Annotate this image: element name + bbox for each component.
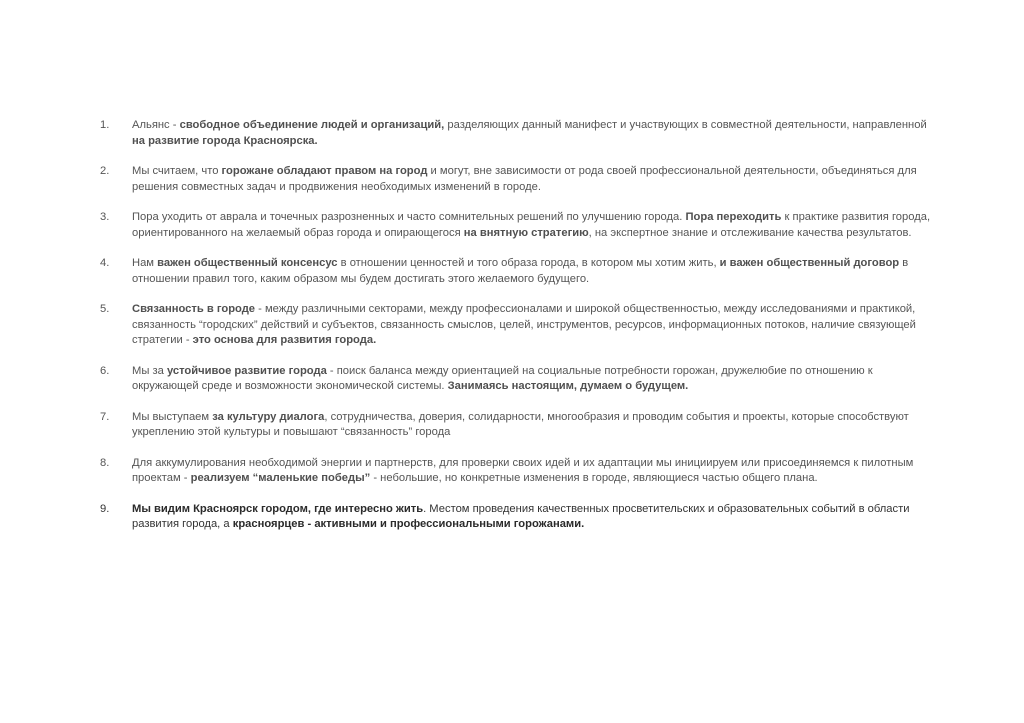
text-run: - поиск баланса между ориентацией на социальные потребности горожан, дружелюбие по отношению к окружающей среде и возможности экономической системы.	[132, 364, 873, 392]
text-run: , на экспертное знание и отслеживание качества результатов.	[588, 226, 912, 239]
item-text	[132, 164, 940, 195]
text-run: Пора уходить от аврала и точечных разрозненных и часто сомнительных решений по улучшению города.	[132, 211, 686, 223]
bold-text: на развитие города Красноярска.	[132, 134, 318, 147]
bold-text: красноярцев - активными и профессиональными горожанами.	[232, 518, 585, 530]
text-run: к практике развития города, ориентированного на желаемый образ города и опирающегося	[132, 211, 931, 239]
item-text	[132, 364, 940, 395]
bold-text: и важен общественный договор	[719, 257, 900, 269]
text-run: - между различными секторами, между профессионалами и широкой общественностью, между исследованиями и практикой, связанность “городских” действий и субъектов, связанность смыслов, целей, инструментов, ресурсов, информационных потоков, наличие связующей стратегии -	[132, 303, 916, 346]
list-item	[100, 364, 940, 395]
item-text	[132, 302, 940, 349]
bold-text: за культуру диалога	[212, 410, 325, 423]
list-item	[100, 302, 940, 349]
text-run: в отношении правил того, каким образом мы будем достигать этого желаемого будущего.	[132, 257, 909, 285]
text-run: Мы за	[132, 364, 167, 377]
text-run: . Местом проведения качественных просветительских и образовательных событий в области развития города, а	[132, 502, 910, 530]
bold-text: реализуем “маленькие победы”	[190, 472, 371, 484]
item-number: 8.	[100, 456, 110, 469]
list-item	[100, 164, 940, 195]
bold-text: важен общественный консенсус	[157, 257, 338, 269]
bold-text: устойчивое развитие города	[166, 364, 327, 377]
bold-text: свободное объединение людей и организаций,	[179, 119, 445, 131]
item-number: 5.	[100, 303, 110, 315]
bold-text: горожане обладают правом на город	[221, 165, 428, 177]
list-item	[100, 256, 940, 287]
item-number: 1.	[100, 119, 110, 131]
text-run: и могут, вне зависимости от рода своей профессиональной деятельности, объединяться для решения совместных задач и продвижения необходимых изменений в городе.	[132, 165, 917, 193]
text-run: в отношении ценностей и того образа города, в котором мы хотим жить,	[337, 257, 720, 269]
item-number: 3.	[100, 211, 110, 223]
item-number: 9.	[100, 502, 110, 515]
text-run: Для аккумулирования необходимой энергии и партнерств, для проверки своих идей и их адаптации мы инициируем или присоединяемся к пилотным проектам -	[132, 456, 914, 484]
item-number: 7.	[100, 410, 110, 423]
item-number: 4.	[100, 257, 110, 269]
text-run: разделяющих данный манифест и участвующих в совместной деятельности, направленной	[444, 119, 927, 131]
bold-text: на внятную стратегию	[463, 226, 589, 239]
bold-text: Связанность в городе	[132, 303, 256, 315]
text-run: Мы выступаем	[132, 410, 213, 423]
bold-text: Занимаясь настоящим, думаем о будущем.	[447, 380, 689, 392]
item-text	[132, 118, 940, 149]
text-run: , сотрудничества, доверия, солидарности, многообразия и проводим события и проекты, которые способствуют укреплению этой культуры и повышают “связанность” города	[132, 410, 909, 438]
text-run: - небольшие, но конкретные изменения в городе, являющиеся частью общего плана.	[370, 472, 818, 484]
list-item	[100, 410, 940, 441]
item-number: 6.	[100, 364, 110, 377]
text-run: Нам	[132, 257, 158, 269]
item-number: 2.	[100, 165, 110, 177]
manifesto-list	[100, 118, 940, 533]
item-text	[132, 256, 940, 287]
bold-text: Мы видим Красноярск городом, где интересно жить	[132, 502, 424, 515]
item-text	[132, 456, 940, 487]
item-text	[132, 410, 940, 441]
item-text	[132, 502, 940, 533]
list-item	[100, 502, 940, 533]
bold-text: Пора переходить	[685, 211, 782, 223]
list-item	[100, 118, 940, 149]
list-item	[100, 210, 940, 241]
text-run: Мы считаем, что	[132, 165, 222, 177]
item-text	[132, 210, 940, 241]
text-run: Альянс -	[132, 119, 180, 131]
bold-text: это основа для развития города.	[192, 334, 377, 346]
list-item	[100, 456, 940, 487]
